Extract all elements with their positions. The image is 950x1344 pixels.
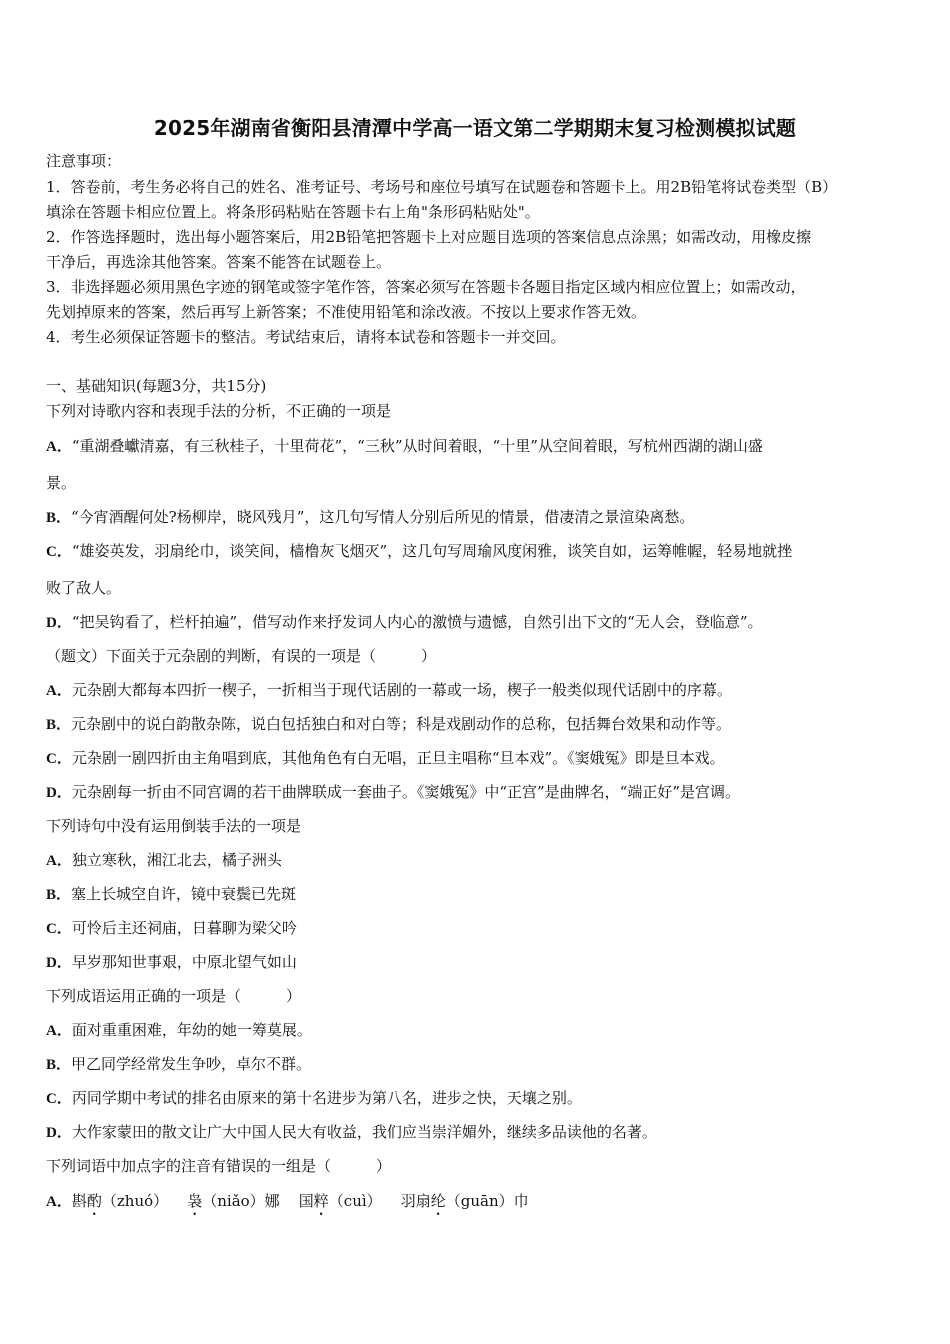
dotted-char: 袅	[187, 1192, 203, 1210]
option-text: “雄姿英发，羽扇纶巾，谈笑间，樯橹灰飞烟灭”，这几句写周瑜风度闲雅，谈笑自如，运筹帷幄，轻易地就挫	[71, 542, 793, 560]
pinyin: （cuì）	[328, 1192, 382, 1210]
option-label: D．	[46, 955, 72, 971]
q1-option-c-cont: 败了敌人。	[46, 579, 122, 597]
pinyin: （niǎo）	[202, 1192, 265, 1210]
q5-stem: 下列词语中加点字的注音有错误的一组是（ ）	[46, 1157, 392, 1175]
option-label: A．	[46, 853, 72, 869]
q3-option-b	[46, 884, 296, 905]
word-part: 国	[298, 1192, 314, 1210]
option-label: D．	[46, 785, 72, 801]
q1-option-d	[46, 612, 763, 633]
notice-line-1: 1．答卷前，考生务必将自己的姓名、准考证号、考场号和座位号填写在试题卷和答题卡上。用2B铅笔将试卷类型（B）	[46, 178, 838, 196]
option-text: 可怜后主还祠庙，日暮聊为梁父吟	[71, 919, 297, 937]
section-heading: 一、基础知识(每题3分，共15分)	[46, 377, 267, 395]
option-label: A．	[46, 1023, 72, 1039]
q4-option-b	[46, 1054, 311, 1075]
word-part: 巾	[513, 1192, 529, 1210]
option-label: C．	[46, 751, 72, 767]
q2-option-c	[46, 748, 725, 769]
option-label: D．	[46, 1125, 72, 1141]
option-label: B．	[46, 1057, 72, 1073]
q1-option-c	[46, 541, 792, 562]
q1-option-a	[46, 436, 763, 457]
q3-stem: 下列诗句中没有运用倒装手法的一项是	[46, 817, 302, 835]
word-part: 斟	[71, 1192, 87, 1210]
q1-stem: 下列对诗歌内容和表现手法的分析，不正确的一项是	[46, 402, 392, 420]
option-label: A．	[46, 439, 72, 455]
option-text: 元杂剧大都每本四折一楔子，一折相当于现代话剧的一幕或一场，楔子一般类似现代话剧中的序幕。	[71, 681, 732, 699]
q2-option-d	[46, 782, 740, 803]
q2-option-a	[46, 680, 732, 701]
dotted-char: 纶	[430, 1192, 446, 1210]
option-label: D．	[46, 615, 72, 631]
option-label: B．	[46, 717, 72, 733]
notice-line-3: 2．作答选择题时，选出每小题答案后，用2B铅笔把答题卡上对应题目选项的答案信息点涂黑；如需改动，用橡皮擦	[46, 228, 812, 246]
option-label: A．	[46, 683, 72, 699]
option-text: 元杂剧中的说白韵散杂陈，说白包括独白和对白等；科是戏剧动作的总称，包括舞台效果和动作等。	[71, 715, 732, 733]
option-text: 元杂剧一剧四折由主角唱到底，其他角色有白无唱，正旦主唱称“旦本戏”。《窦娥冤》即是旦本戏。	[71, 749, 725, 767]
word-part: 娜	[264, 1192, 280, 1210]
notice-line-5: 3．非选择题必须用黑色字迹的钢笔或签字笔作答，答案必须写在答题卡各题目指定区域内相应位置上；如需改动，	[46, 278, 806, 296]
option-text: 甲乙同学经常发生争吵，卓尔不群。	[71, 1055, 312, 1073]
option-text: 大作家蒙田的散文让广大中国人民大有收益，我们应当崇洋媚外，继续多品读他的名著。	[71, 1123, 657, 1141]
q3-option-c	[46, 918, 297, 939]
word-part: 羽扇	[400, 1192, 431, 1210]
notice-line-4: 干净后，再选涂其他答案。答案不能答在试题卷上。	[46, 253, 392, 271]
option-text: 独立寒秋，湘江北去，橘子洲头	[71, 851, 282, 869]
option-label: B．	[46, 510, 72, 526]
option-text: 塞上长城空自许，镜中衰鬓已先斑	[71, 885, 297, 903]
q2-option-b	[46, 714, 731, 735]
option-label: C．	[46, 921, 72, 937]
notice-line-7: 4．考生必须保证答题卡的整洁。考试结束后，请将本试卷和答题卡一并交回。	[46, 328, 566, 346]
option-label: C．	[46, 544, 72, 560]
option-text: “今宵酒醒何处?杨柳岸，晓风残月”，这几句写情人分别后所见的情景，借凄清之景渲染离愁。	[71, 508, 695, 526]
q1-option-b	[46, 507, 694, 528]
q1-option-a-cont: 景。	[46, 474, 77, 492]
pinyin: （guān）	[445, 1192, 514, 1210]
q4-option-d	[46, 1122, 657, 1143]
notice-heading: 注意事项：	[46, 152, 122, 170]
option-text: 早岁那知世事艰，中原北望气如山	[71, 953, 297, 971]
option-text: “重湖叠巘清嘉，有三秋桂子，十里荷花”，“三秋”从时间着眼，“十里”从空间着眼，写杭州西湖的湖山盛	[71, 437, 763, 455]
notice-line-6: 先划掉原来的答案，然后再写上新答案；不准使用铅笔和涂改液。不按以上要求作答无效。	[46, 303, 647, 321]
notice-line-2: 填涂在答题卡相应位置上。将条形码粘贴在答题卡右上角"条形码粘贴处"。	[46, 203, 540, 221]
q3-option-a	[46, 850, 282, 871]
option-text: 元杂剧每一折由不同宫调的若干曲牌联成一套曲子。《窦娥冤》中“正宫”是曲牌名，“端正好”是宫调。	[71, 783, 741, 801]
option-label: B．	[46, 887, 72, 903]
pinyin: （zhuó）	[101, 1192, 169, 1210]
option-text: 丙同学期中考试的排名由原来的第十名进步为第八名，进步之快，天壤之别。	[71, 1089, 582, 1107]
q2-stem: （题文）下面关于元杂剧的判断，有误的一项是（ ）	[46, 647, 437, 665]
option-label: C．	[46, 1091, 72, 1107]
q5-option-a	[46, 1191, 529, 1219]
dotted-char: 粹	[313, 1192, 329, 1210]
doc-title: 2025年湖南省衡阳县清潭中学高一语文第二学期期末复习检测模拟试题	[153, 116, 797, 140]
q4-stem: 下列成语运用正确的一项是（ ）	[46, 987, 302, 1005]
q4-option-a	[46, 1020, 312, 1041]
option-text: 面对重重困难，年幼的她一筹莫展。	[71, 1021, 312, 1039]
dotted-char: 酌	[86, 1192, 102, 1210]
q4-option-c	[46, 1088, 582, 1109]
q3-option-d	[46, 952, 297, 973]
option-label: A．	[46, 1194, 72, 1210]
option-text: “把吴钩看了，栏杆拍遍”，借写动作来抒发词人内心的激愤与遗憾，自然引出下文的“无人会，登临意”。	[71, 613, 763, 631]
